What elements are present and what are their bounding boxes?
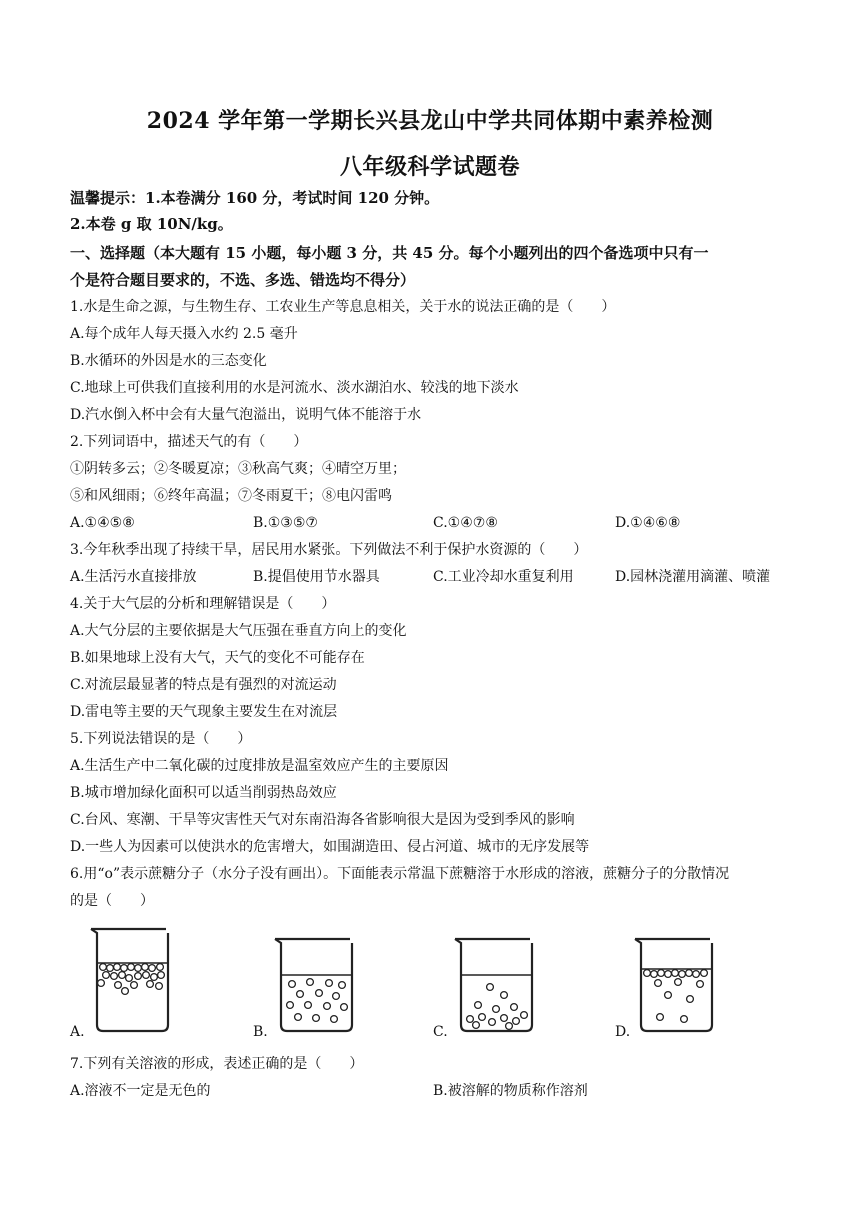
beaker-d-icon [632,925,722,1035]
q6-stem-line-1: 6.用“o”表示蔗糖分子（水分子没有画出）。下面能表示常温下蔗糖溶于水形成的溶液，蔗糖分子的分散情况 [70,866,730,882]
q3-option-c: C.工业冷却水重复利用 [433,569,574,585]
q2-stem: 2.下列词语中，描述天气的有（ ） [70,434,308,450]
beaker-d-figure [632,925,742,1045]
q7-option-b: B.被溶解的物质称作溶剂 [433,1083,588,1099]
note-line-1: 温馨提示：1.本卷满分 160 分，考试时间 120 分钟。 [70,189,440,207]
q5-option-d: D.一些人为因素可以使洪水的危害增大，如围湖造田、侵占河道、城市的无序发展等 [70,839,590,855]
exam-subtitle: 八年级科学试题卷 [339,154,520,180]
q4-option-b: B.如果地球上没有大气，天气的变化不可能存在 [70,650,365,666]
q4-option-c: C.对流层最显著的特点是有强烈的对流运动 [70,677,337,693]
q3-option-b: B.提倡使用节水器具 [253,569,380,585]
beaker-c-icon [452,925,542,1035]
q5-option-c: C.台风、寒潮、干旱等灾害性天气对东南沿海各省影响很大是因为受到季风的影响 [70,812,575,828]
q5-stem: 5.下列说法错误的是（ ） [70,731,252,747]
q1-option-a: A.每个成年人每天摄入水约 2.5 毫升 [70,326,298,342]
q2-option-a: A.①④⑤⑧ [70,515,135,531]
beaker-b-icon [272,925,362,1035]
q2-option-b: B.①③⑤⑦ [253,515,318,531]
beaker-a-figure [88,925,198,1045]
q6-option-c: C. [433,1024,448,1040]
q2-items-1: ①阴转多云；②冬暖夏凉；③秋高气爽；④晴空万里； [70,461,406,477]
q2-option-c: C.①④⑦⑧ [433,515,498,531]
q3-option-a: A.生活污水直接排放 [70,569,197,585]
q4-option-d: D.雷电等主要的天气现象主要发生在对流层 [70,704,338,720]
section-heading-line-2: 个是符合题目要求的，不选、多选、错选均不得分） [70,271,416,289]
q6-stem-line-2: 的是（ ） [70,893,154,909]
q7-stem: 7.下列有关溶液的形成，表述正确的是（ ） [70,1056,364,1072]
q1-stem: 1.水是生命之源，与生物生存、工农业生产等息息相关，关于水的说法正确的是（ ） [70,299,616,315]
beaker-a-icon [88,925,178,1035]
q1-option-c: C.地球上可供我们直接利用的水是河流水、淡水湖泊水、较浅的地下淡水 [70,380,519,396]
q1-option-d: D.汽水倒入杯中会有大量气泡溢出，说明气体不能溶于水 [70,407,422,423]
q4-option-a: A.大气分层的主要依据是大气压强在垂直方向上的变化 [70,623,407,639]
exam-title: 2024 学年第一学期长兴县龙山中学共同体期中素养检测 [146,108,714,134]
q6-option-b: B. [253,1024,268,1040]
beaker-c-figure [452,925,562,1045]
q5-option-a: A.生活生产中二氧化碳的过度排放是温室效应产生的主要原因 [70,758,449,774]
section-heading-line-1: 一、选择题（本大题有 15 小题，每小题 3 分，共 45 分。每个小题列出的四个备选项中只有一 [70,244,709,262]
q1-option-b: B.水循环的外因是水的三态变化 [70,353,267,369]
q2-option-d: D.①④⑥⑧ [615,515,681,531]
q5-option-b: B.城市增加绿化面积可以适当削弱热岛效应 [70,785,337,801]
q6-option-d: D. [615,1024,631,1040]
q6-option-a: A. [70,1024,85,1040]
beaker-b-figure [272,925,382,1045]
q7-option-a: A.溶液不一定是无色的 [70,1083,211,1099]
q4-stem: 4.关于大气层的分析和理解错误是（ ） [70,596,336,612]
q3-stem: 3.今年秋季出现了持续干旱，居民用水紧张。下列做法不利于保护水资源的（ ） [70,542,588,558]
q3-option-d: D.园林浇灌用滴灌、喷灌 [615,569,771,585]
note-line-2: 2.本卷 g 取 10N/kg。 [70,215,233,233]
q2-items-2: ⑤和风细雨；⑥终年高温；⑦冬雨夏干；⑧电闪雷鸣 [70,488,392,504]
